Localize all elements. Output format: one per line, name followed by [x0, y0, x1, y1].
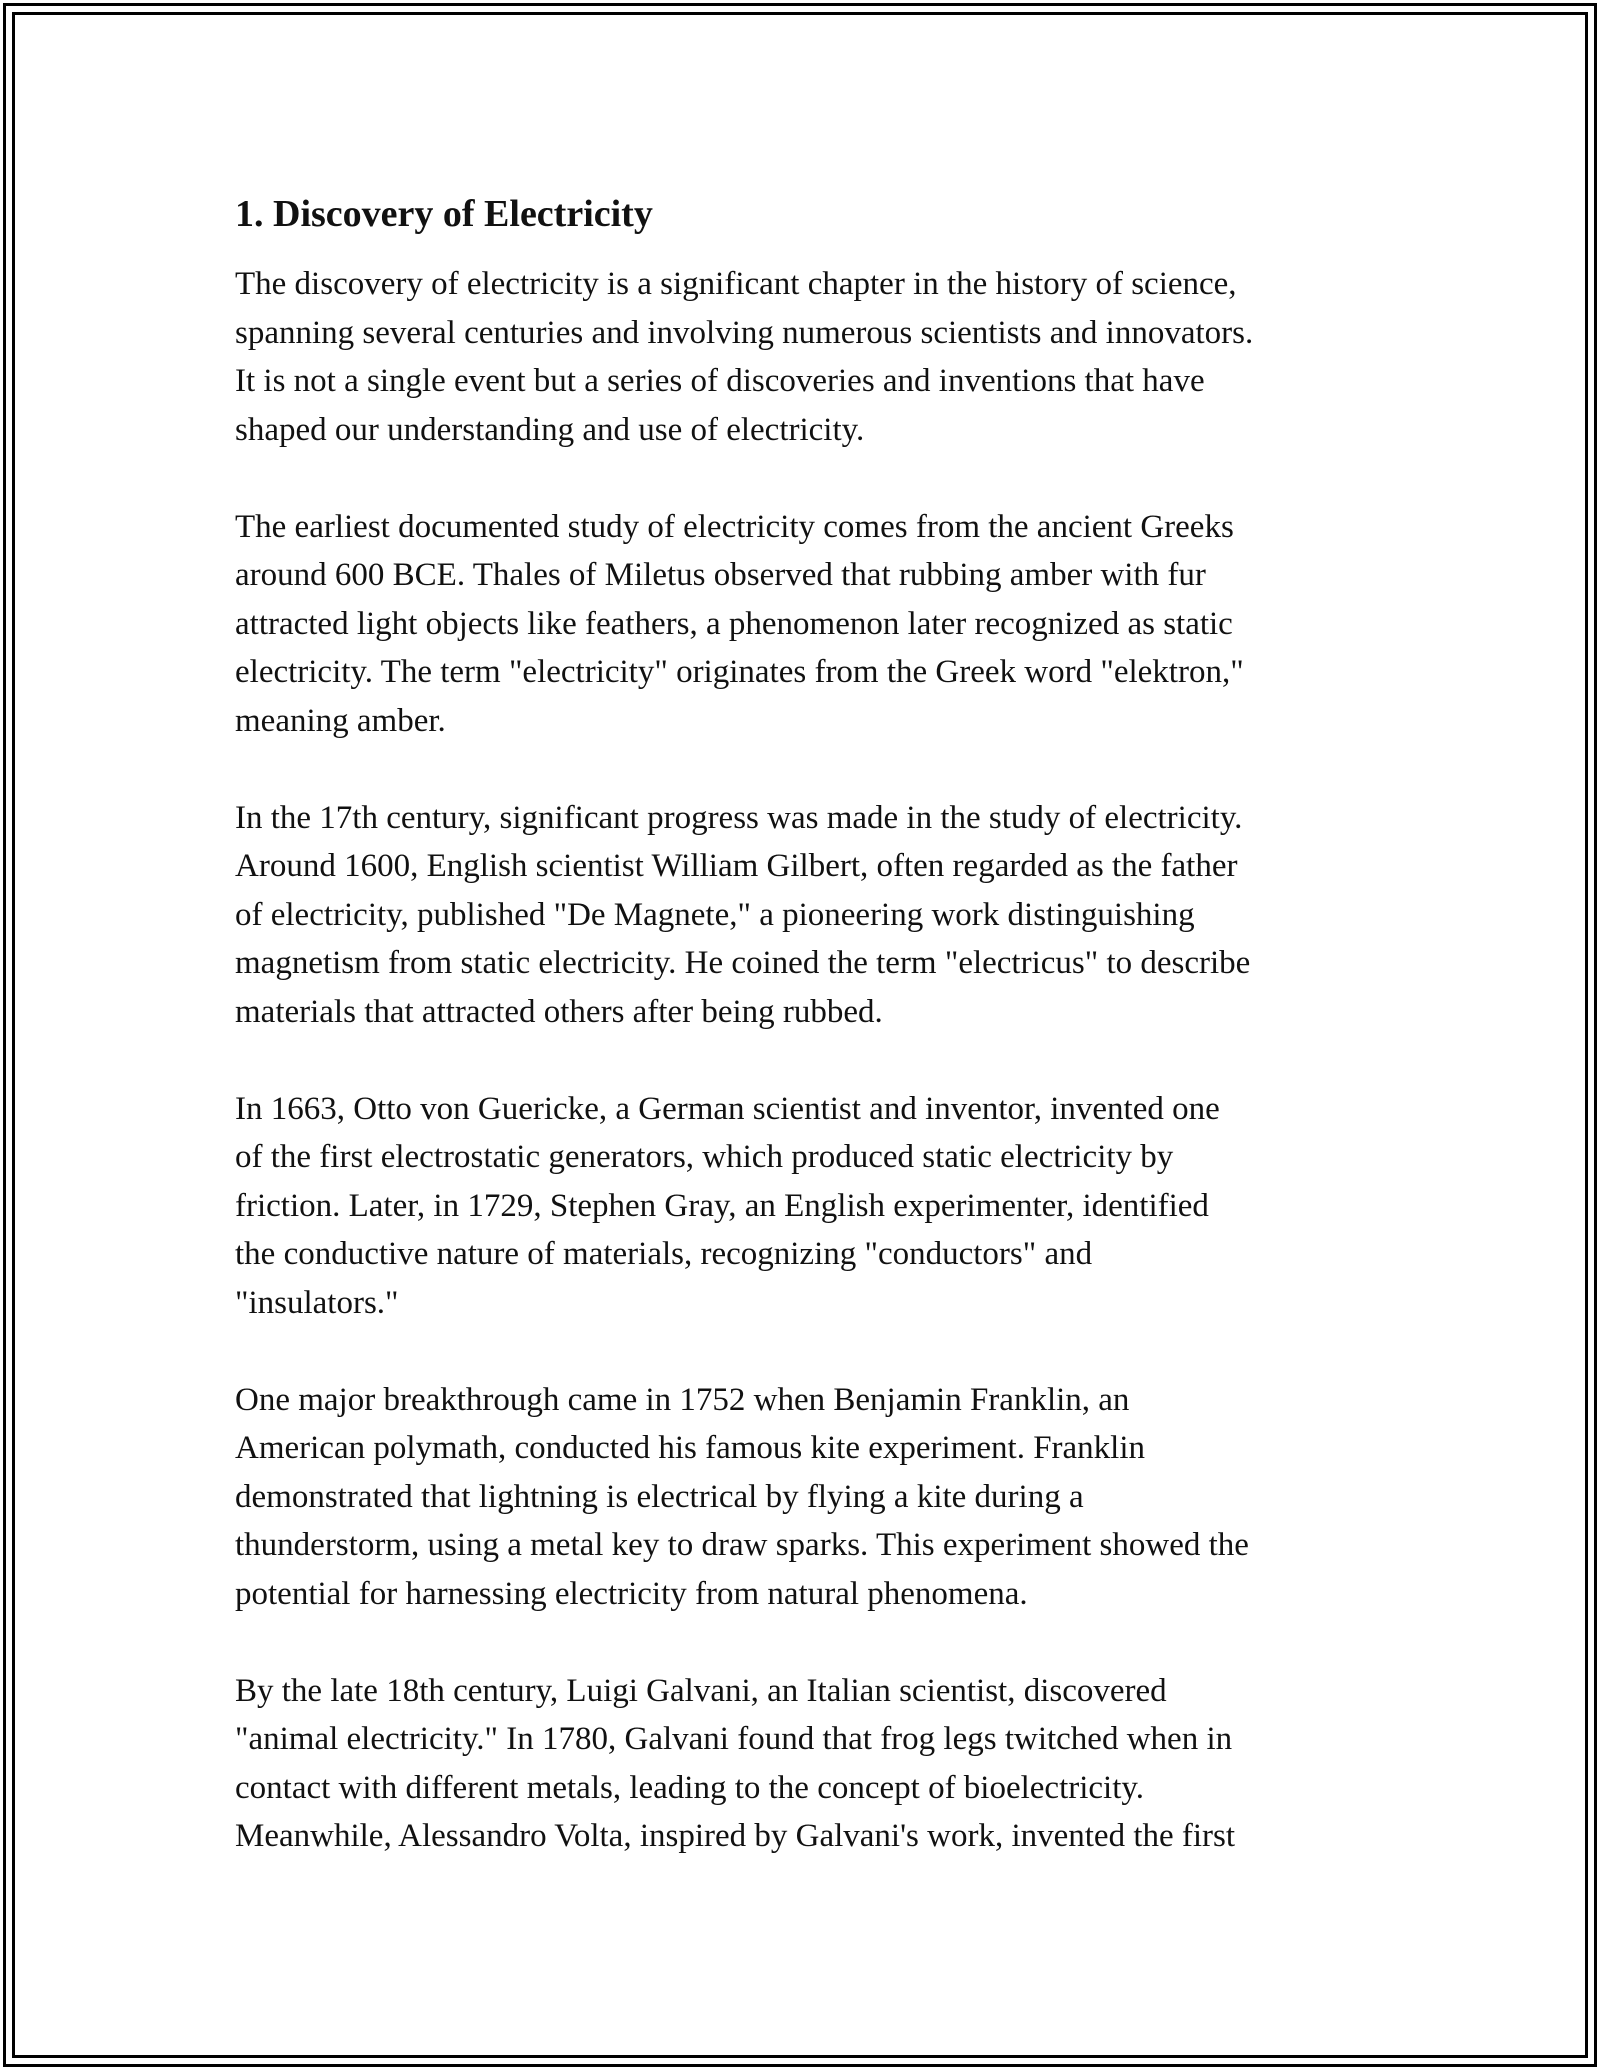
text-line: The discovery of electricity is a significant chapter in the history of science,	[235, 266, 1237, 302]
text-line: In 1663, Otto von Guericke, a German scientist and inventor, invented one	[235, 1090, 1220, 1127]
paragraph-list	[235, 260, 1380, 1861]
text-line: friction. Later, in 1729, Stephen Gray, an English experimenter, identified	[235, 1187, 1209, 1224]
section-title: 1. Discovery of Electricity	[235, 193, 653, 235]
text-line: the conductive nature of materials, recognizing "conductors" and	[235, 1236, 1093, 1272]
text-line: "insulators."	[235, 1284, 399, 1321]
text-line: American polymath, conducted his famous kite experiment. Franklin	[235, 1430, 1146, 1466]
text-line: of electricity, published "De Magnete," a pioneering work distinguishing	[235, 896, 1195, 933]
text-line: shaped our understanding and use of electricity.	[235, 411, 865, 448]
text-line: meaning amber.	[235, 702, 446, 739]
text-line: Around 1600, English scientist William Gilbert, often regarded as the father	[235, 848, 1238, 884]
text-line: contact with different metals, leading to the concept of bioelectricity.	[235, 1769, 1144, 1806]
paragraph	[235, 1085, 1380, 1328]
paragraph	[235, 260, 1380, 454]
paragraph	[235, 503, 1380, 746]
text-line: electricity. The term "electricity" originates from the Greek word "elektron,"	[235, 654, 1244, 690]
document-body	[235, 188, 1380, 1861]
text-line: One major breakthrough came in 1752 when Benjamin Franklin, an	[235, 1381, 1130, 1418]
paragraph	[235, 1376, 1380, 1619]
text-line: thunderstorm, using a metal key to draw sparks. This experiment showed the	[235, 1527, 1249, 1563]
text-line: potential for harnessing electricity from natural phenomena.	[235, 1575, 1028, 1612]
text-line: magnetism from static electricity. He coined the term "electricus" to describe	[235, 945, 1251, 981]
text-line: around 600 BCE. Thales of Miletus observed that rubbing amber with fur	[235, 557, 1206, 593]
text-line: In the 17th century, significant progress was made in the study of electricity.	[235, 799, 1243, 836]
text-line: The earliest documented study of electricity comes from the ancient Greeks	[235, 508, 1234, 545]
text-line: demonstrated that lightning is electrical by flying a kite during a	[235, 1478, 1084, 1515]
text-line: spanning several centuries and involving numerous scientists and innovators.	[235, 314, 1254, 351]
text-line: By the late 18th century, Luigi Galvani, an Italian scientist, discovered	[235, 1672, 1167, 1709]
text-line: materials that attracted others after being rubbed.	[235, 993, 883, 1030]
text-line: Meanwhile, Alessandro Volta, inspired by Galvani's work, invented the first	[235, 1818, 1236, 1854]
text-line: attracted light objects like feathers, a phenomenon later recognized as static	[235, 605, 1233, 642]
text-line: It is not a single event but a series of discoveries and inventions that have	[235, 363, 1205, 399]
text-line: of the first electrostatic generators, which produced static electricity by	[235, 1139, 1174, 1175]
paragraph	[235, 1667, 1380, 1861]
paragraph	[235, 794, 1380, 1037]
text-line: "animal electricity." In 1780, Galvani found that frog legs twitched when in	[235, 1721, 1233, 1757]
